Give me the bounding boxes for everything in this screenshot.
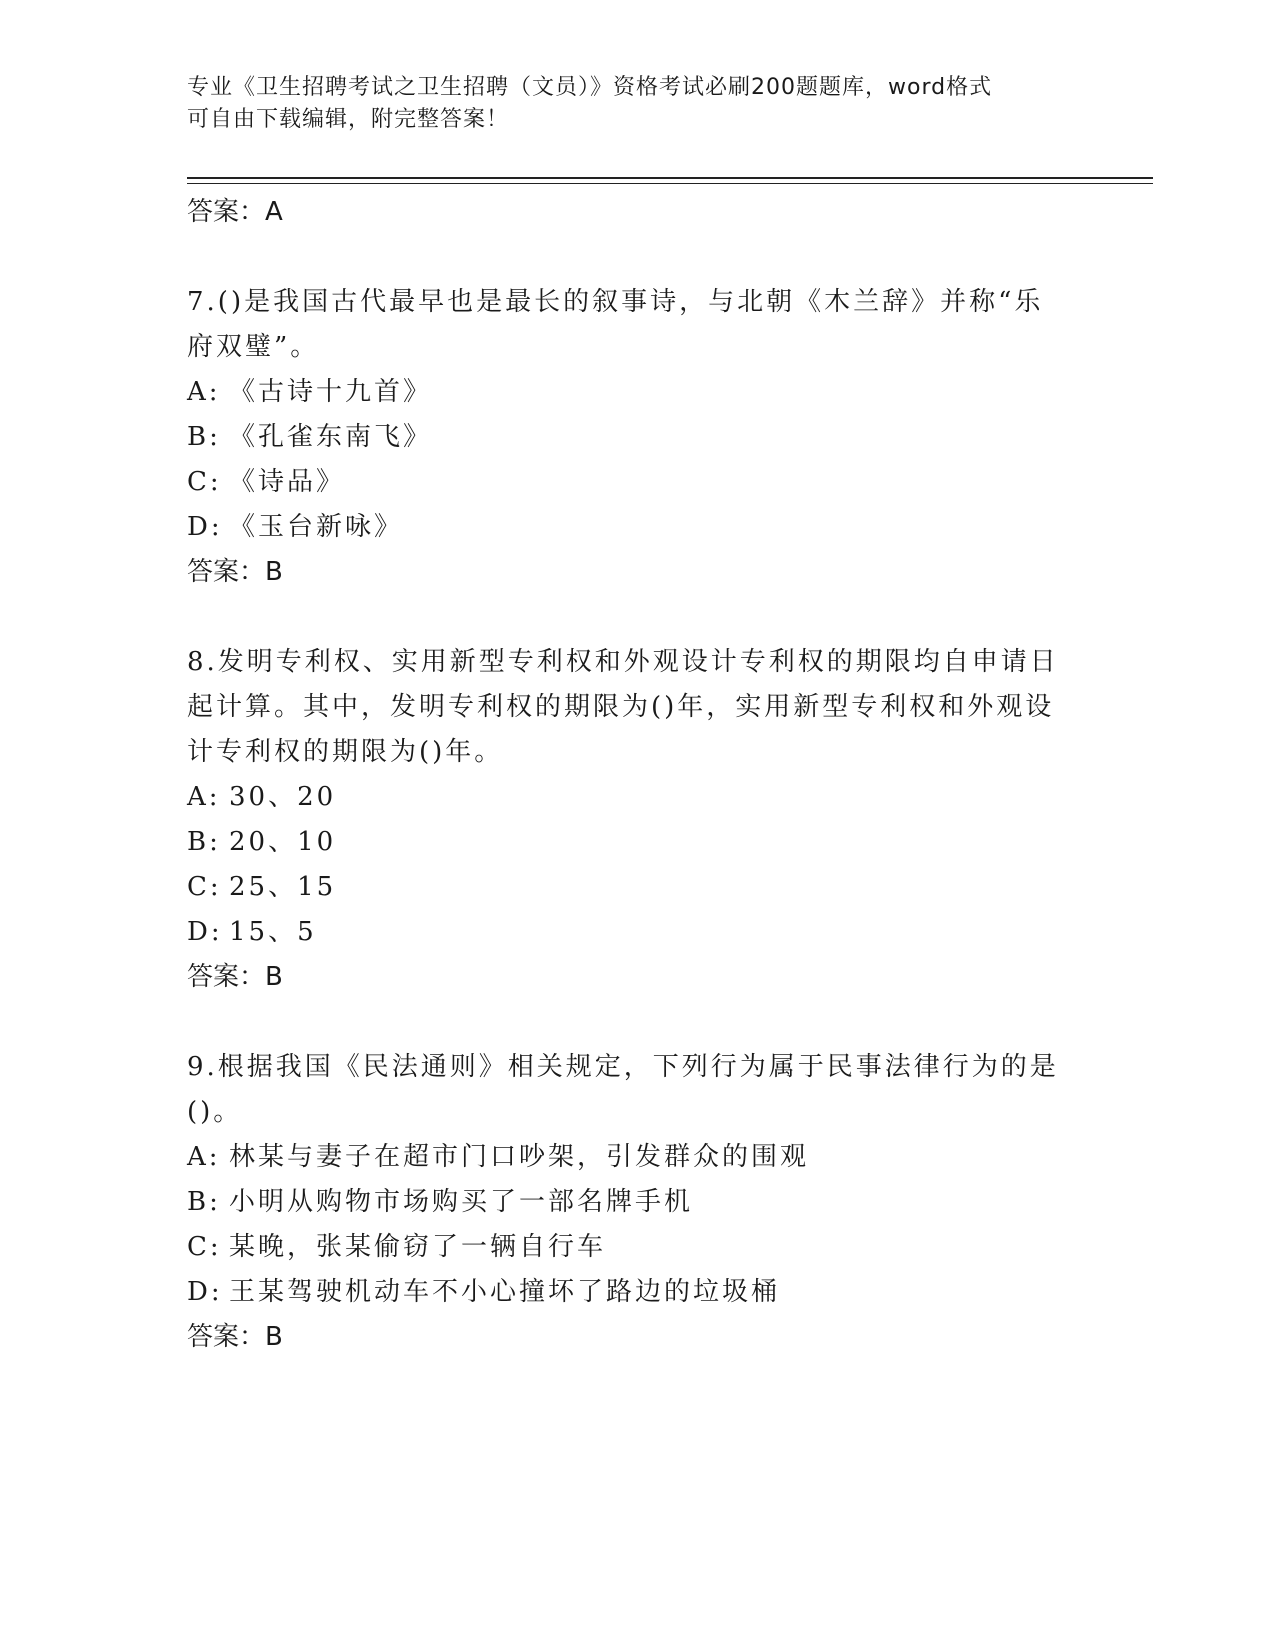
option-text: 15、5 (229, 917, 317, 947)
answer: 答案：B (187, 962, 283, 992)
answer-previous: 答案：A (187, 197, 283, 227)
option-text: 王某驾驶机动车不小心撞坏了路边的垃圾桶 (229, 1277, 781, 1307)
option-text: 《玉台新咏》 (229, 512, 404, 542)
option-letter: D: (187, 1277, 223, 1307)
option-letter: A: (187, 782, 221, 812)
option-c (187, 865, 1067, 910)
document-body (187, 190, 1067, 1360)
header-line-2: 可自由下载编辑，附完整答案！ (187, 107, 510, 132)
question-text: 7.()是我国古代最早也是最长的叙事诗，与北朝《木兰辞》并称“乐府双璧”。 (187, 287, 1044, 362)
option-letter: C: (187, 872, 222, 902)
header-divider-thick (187, 177, 1153, 179)
option-text: 25、15 (229, 872, 337, 902)
question-text: 9.根据我国《民法通则》相关规定，下列行为属于民事法律行为的是()。 (187, 1052, 1059, 1127)
option-text: 《孔雀东南飞》 (229, 422, 433, 452)
option-letter: B: (187, 827, 221, 857)
option-text: 林某与妻子在超市门口吵架，引发群众的围观 (229, 1142, 810, 1172)
option-letter: A: (187, 377, 221, 407)
header-divider-thin (187, 183, 1153, 184)
option-text: 《诗品》 (229, 467, 346, 497)
question-7 (187, 280, 1067, 595)
document-header (187, 72, 1067, 136)
option-a (187, 1135, 1067, 1180)
option-b (187, 415, 1067, 460)
option-letter: C: (187, 1232, 222, 1262)
option-letter: D: (187, 917, 223, 947)
option-d (187, 505, 1067, 550)
question-text: 8.发明专利权、实用新型专利权和外观设计专利权的期限均自申请日起计算。其中，发明专利权的期限为()年，实用新型专利权和外观设计专利权的期限为()年。 (187, 647, 1059, 767)
option-letter: A: (187, 1142, 221, 1172)
option-letter: B: (187, 1187, 221, 1217)
question-9 (187, 1045, 1067, 1360)
option-text: 30、20 (229, 782, 337, 812)
option-a (187, 775, 1067, 820)
option-a (187, 370, 1067, 415)
header-line-1: 专业《卫生招聘考试之卫生招聘（文员）》资格考试必刷200题题库，word格式 (187, 75, 993, 100)
option-c (187, 460, 1067, 505)
option-text: 《古诗十九首》 (229, 377, 433, 407)
option-letter: D: (187, 512, 223, 542)
question-8 (187, 640, 1067, 1000)
option-d (187, 910, 1067, 955)
option-text: 20、10 (229, 827, 337, 857)
option-d (187, 1270, 1067, 1315)
answer: 答案：B (187, 1322, 283, 1352)
option-text: 小明从购物市场购买了一部名牌手机 (229, 1187, 694, 1217)
option-b (187, 1180, 1067, 1225)
option-letter: B: (187, 422, 221, 452)
option-letter: C: (187, 467, 222, 497)
option-text: 某晚，张某偷窃了一辆自行车 (229, 1232, 607, 1262)
answer: 答案：B (187, 557, 283, 587)
option-c (187, 1225, 1067, 1270)
option-b (187, 820, 1067, 865)
